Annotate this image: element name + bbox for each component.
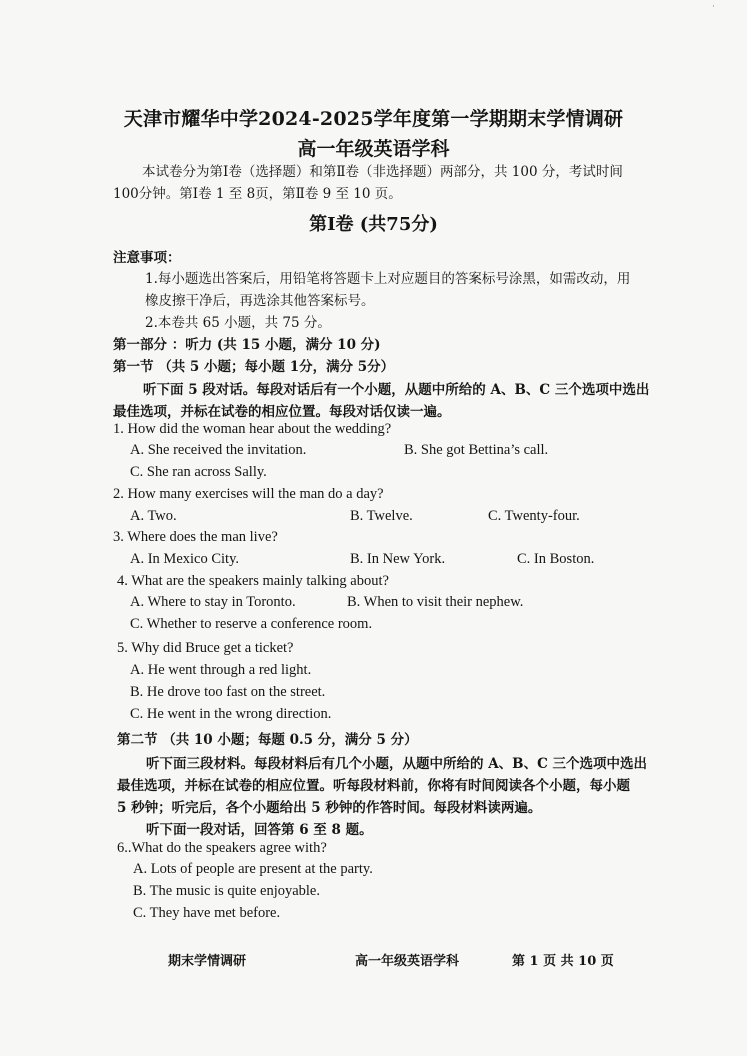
question-1-option-a: A. She received the invitation. [130,442,307,458]
volume-heading: 第Ⅰ卷 (共75分) [309,214,438,235]
question-2-option-a: A. Two. [130,508,177,524]
question-4-stem: 4. What are the speakers mainly talking about? [117,573,389,589]
question-4-option-c: C. Whether to reserve a conference room. [130,616,373,632]
part1-heading: 第一部分 ：听力 (共 15 小题，满分 10 分) [113,337,381,353]
question-3-stem: 3. Where does the man live? [113,529,278,545]
question-5-option-c: C. He went in the wrong direction. [130,706,332,722]
notice-item-1b: 橡皮擦干净后，再选涂其他答案标号。 [145,293,375,309]
question-1-option-c: C. She ran across Sally. [130,464,267,480]
question-1-stem: 1. How did the woman hear about the wedding? [113,421,392,437]
section2-instruction-b: 最佳选项，并标在试卷的相应位置。听每段材料前，你将有时间阅读各个小题，每小题 [117,778,630,794]
question-2-option-c: C. Twenty-four. [488,508,580,524]
notice-item-2: 2.本卷共 65 小题，共 75 分。 [145,315,331,331]
exam-subtitle: 高一年级英语学科 [297,138,450,160]
question-3-option-c: C. In Boston. [517,551,595,567]
question-2-stem: 2. How many exercises will the man do a day? [113,486,384,502]
section1-heading: 第一节 （共 5 小题；每小题 1分，满分 5分） [113,359,395,375]
section2-instruction-c: 5 秒钟；听完后，各个小题给出 5 秒钟的作答时间。每段材料读两遍。 [117,800,542,816]
section2-heading: 第二节 （共 10 小题；每题 0.5 分，满分 5 分） [117,732,418,748]
question-5-option-b: B. He drove too fast on the street. [130,684,326,700]
exam-title: 天津市耀华中学2024-2025学年度第一学期期末学情调研 [123,108,624,130]
notice-heading: 注意事项： [113,250,181,266]
question-6-option-c: C. They have met before. [133,905,281,921]
footer-center: 高一年级英语学科 [355,954,460,969]
section1-instruction-a: 听下面 5 段对话。每段对话后有一个小题，从题中所给的 A、B、C 三个选项中选出 [143,382,650,398]
question-6-option-a: A. Lots of people are present at the party. [133,861,373,877]
question-1-option-b: B. She got Bettina’s call. [404,442,549,458]
intro-line-1: 本试卷分为第Ⅰ卷（选择题）和第Ⅱ卷（非选择题）两部分，共 100 分，考试时间 [142,164,623,180]
footer-page-number: 第 1 页 共 10 页 [512,954,614,969]
section2-instruction-a: 听下面三段材料。每段材料后有几个小题，从题中所给的 A、B、C 三个选项中选出 [146,756,648,772]
question-6-option-b: B. The music is quite enjoyable. [133,883,320,899]
question-2-option-b: B. Twelve. [350,508,413,524]
question-4-option-a: A. Where to stay in Toronto. [130,594,296,610]
question-3-option-b: B. In New York. [350,551,446,567]
question-5-stem: 5. Why did Bruce get a ticket? [117,640,294,656]
question-3-option-a: A. In Mexico City. [130,551,240,567]
question-6-stem: 6..What do the speakers agree with? [117,840,327,856]
corner-dot: · [712,2,715,12]
notice-item-1a: 1.每小题选出答案后，用铅笔将答题卡上对应题目的答案标号涂黑，如需改动，用 [145,271,631,287]
intro-line-2: 100分钟。第Ⅰ卷 1 至 8页，第Ⅱ卷 9 至 10 页。 [113,186,402,202]
section1-instruction-b: 最佳选项，并标在试卷的相应位置。每段对话仅读一遍。 [113,404,451,420]
footer-left: 期末学情调研 [168,954,247,969]
question-5-option-a: A. He went through a red light. [130,662,312,678]
question-4-option-b: B. When to visit their nephew. [347,594,524,610]
section2-instruction-d: 听下面一段对话，回答第 6 至 8 题。 [146,822,373,838]
